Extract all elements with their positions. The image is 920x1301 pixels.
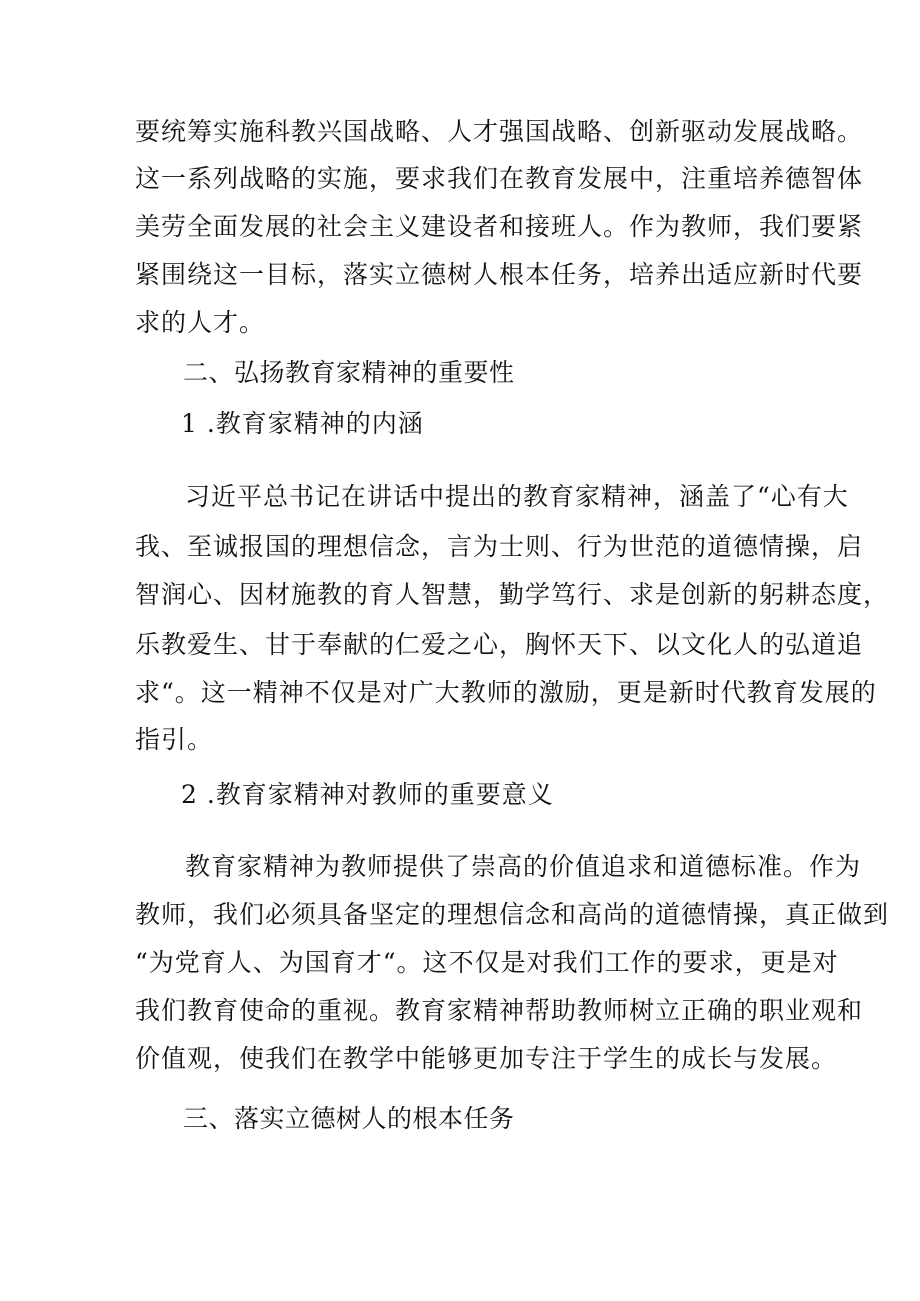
intro-line-2: 这一系列战略的实施，要求我们在教育发展中，注重培养德智体	[135, 164, 864, 193]
sub1-line-1: 习近平总书记在讲话中提出的教育家精神，涵盖了“心有大	[185, 482, 849, 511]
sub1-line-6: 指引。	[135, 725, 214, 754]
sub1-line-4: 乐教爱生、甘于奉献的仁爱之心，胸怀天下、以文化人的弘道追	[135, 630, 864, 659]
intro-line-1: 要统筹实施科教兴国战略、人才强国战略、创新驱动发展战略。	[135, 117, 864, 146]
intro-line-5: 求的人才。	[135, 308, 266, 337]
sub2-line-3: “为党育人、为国育才“。这不仅是对我们工作的要求，更是对	[135, 948, 839, 977]
section-heading-2: 二、弘扬教育家精神的重要性	[183, 358, 515, 387]
subheading-1: 1 .教育家精神的内涵	[181, 409, 424, 438]
intro-line-4: 紧围绕这一目标，落实立德树人根本任务，培养出适应新时代要	[135, 260, 864, 289]
intro-line-3: 美劳全面发展的社会主义建设者和接班人。作为教师，我们要紧	[135, 212, 864, 241]
subheading-2: 2 .教育家精神对教师的重要意义	[181, 780, 554, 809]
sub2-line-4: 我们教育使命的重视。教育家精神帮助教师树立正确的职业观和	[135, 996, 864, 1025]
sub1-line-2: 我、至诚报国的理想信念，言为士则、行为世范的道德情操，启	[135, 532, 864, 561]
sub2-line-1: 教育家精神为教师提供了崇高的价值追求和道德标准。作为	[185, 852, 862, 881]
sub1-line-3: 智润心、因材施教的育人智慧，勤学笃行、求是创新的躬耕态度，	[135, 580, 890, 609]
sub1-line-5: 求“。这一精神不仅是对广大教师的激励，更是新时代教育发展的	[135, 678, 877, 707]
section-heading-3: 三、落实立德树人的根本任务	[183, 1104, 515, 1133]
sub2-line-2: 教师，我们必须具备坚定的理想信念和高尚的道德情操，真正做到	[135, 900, 890, 929]
sub2-line-5: 价值观，使我们在教学中能够更加专注于学生的成长与发展。	[135, 1044, 838, 1073]
